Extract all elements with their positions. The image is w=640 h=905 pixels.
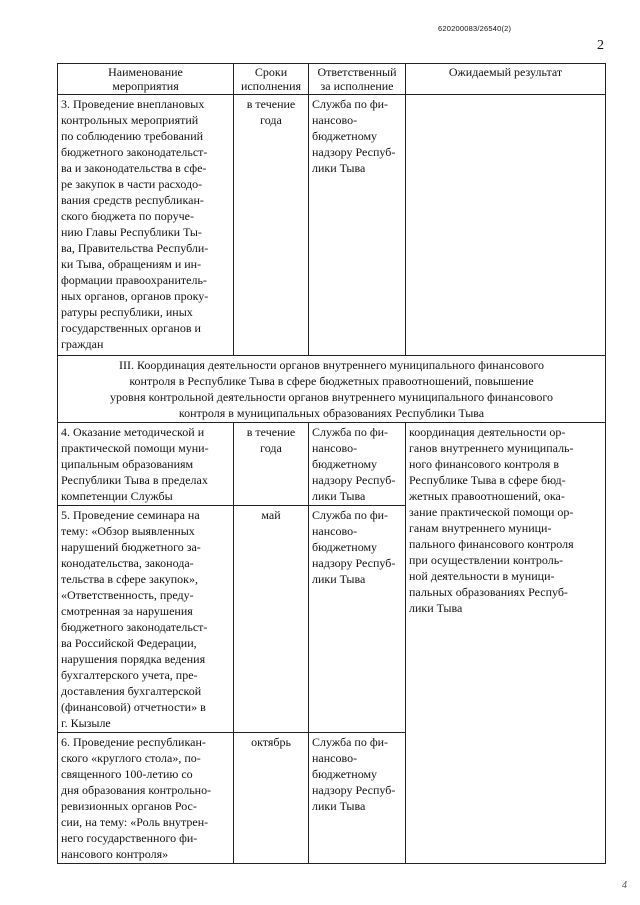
document-code: 620200083/26540(2) xyxy=(438,24,512,33)
row4-responsible: Служба по фи- нансово- бюджетному надзору Респуб- лики Тыва xyxy=(309,423,406,506)
row4-term: в течение года xyxy=(234,423,309,506)
header-term: Сроки исполнения xyxy=(234,64,309,95)
page-number: 2 xyxy=(597,38,604,53)
row5-action: 5. Проведение семинара на тему: «Обзор выявленных нарушений бюджетного за- конодательства, законода- тельства в сфере закупок», «Ответственность, преду- смотренная за нарушения бюджетного законодательст- ва Российской Федерации, нарушения порядка ведения бухгалтерского учета, пре- доставления бухгалтерской (финансовой) отчетности» в г. Кызыле xyxy=(58,506,234,733)
row3-action: 3. Проведение внеплановых контрольных мероприятий по соблюдению требований бюджетного законодательст- ва и законодательства в сфе- ре закупок в части расходо- вания средств республикан- ского бюджета по поруче- нию Главы Республики Ты- ва, Правительства Республи- ки Тыва, обращениям и ин- формации правоохранитель- ных органов, органов проку- ратуры республики, иных государственных органов и граждан xyxy=(58,95,234,356)
row5-term: май xyxy=(234,506,309,733)
section-header-row xyxy=(58,356,606,423)
table-row xyxy=(58,95,606,356)
row3-term: в течение года xyxy=(234,95,309,356)
row5-responsible: Служба по фи- нансово- бюджетному надзору Респуб- лики Тыва xyxy=(309,506,406,733)
result-rows-4-6: координация деятельности ор- ганов внутреннего муниципаль- ного финансового контроля в Республике Тыва в сфере бюд- жетных правоотношений, ока- зание практической помощи ор- ганам внутреннего муници- пального финансового контроля при осуществлении контроль- ной деятельности в муници- пальных образованиях Респуб- лики Тыва xyxy=(406,423,606,864)
row4-action: 4. Оказание методической и практической помощи муни- ципальным образованиям Республики Тыва в пределах компетенции Службы xyxy=(58,423,234,506)
row3-responsible: Служба по фи- нансово- бюджетному надзору Респуб- лики Тыва xyxy=(309,95,406,356)
row6-responsible: Служба по фи- нансово- бюджетному надзору Респуб- лики Тыва xyxy=(309,733,406,864)
corner-mark: 4 xyxy=(622,880,627,891)
plan-table xyxy=(57,63,606,864)
header-result: Ожидаемый результат xyxy=(406,64,606,95)
table-row xyxy=(58,423,606,506)
header-action: Наименование мероприятия xyxy=(58,64,234,95)
section-3-title: III. Координация деятельности органов внутреннего муниципального финансового контроля в Республике Тыва в сфере бюджетных правоотношений, повышение уровня контрольной деятельности органов внутреннего муниципального финансового контроля в муниципальных образованиях Республики Тыва xyxy=(58,356,606,423)
row6-action: 6. Проведение республикан- ского «круглого стола», по- священного 100-летию со дня образования контрольно- ревизионных органов Рос- сии, на тему: «Роль внутрен- него государственного фи- нансового контроля» xyxy=(58,733,234,864)
header-responsible: Ответственный за исполнение xyxy=(309,64,406,95)
row3-result xyxy=(406,95,606,356)
row6-term: октябрь xyxy=(234,733,309,864)
table-header-row xyxy=(58,64,606,95)
